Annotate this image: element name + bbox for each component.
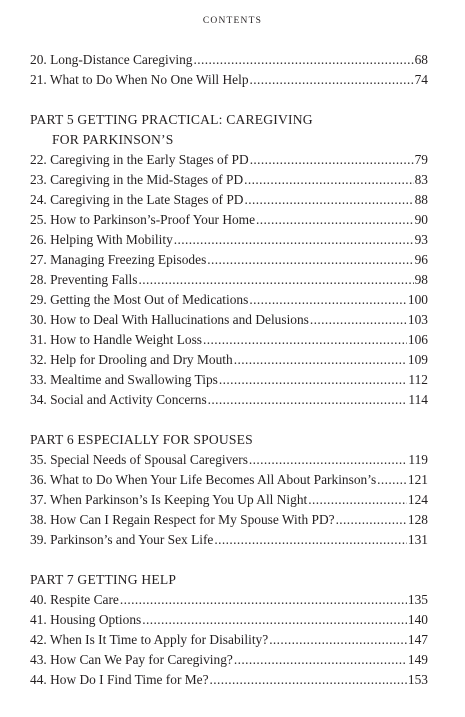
toc-entry[interactable]	[30, 50, 428, 70]
toc-entry[interactable]	[30, 70, 428, 90]
dot-leader	[308, 490, 407, 510]
section-spacer	[30, 90, 428, 110]
toc-entry[interactable]	[30, 530, 428, 550]
toc-entry-title: 40. Respite Care	[30, 592, 119, 607]
toc-entry-page-number: 109	[407, 352, 428, 367]
toc-entry[interactable]	[30, 510, 428, 530]
toc-entry[interactable]	[30, 350, 428, 370]
dot-leader	[210, 670, 407, 690]
toc-entry-page-number: 153	[407, 672, 428, 687]
toc-entry[interactable]	[30, 330, 428, 350]
toc-entry-page-number: 128	[407, 512, 428, 527]
toc-entry[interactable]	[30, 190, 428, 210]
toc-entry-title: 39. Parkinson’s and Your Sex Life	[30, 532, 214, 547]
dot-leader	[377, 470, 407, 490]
toc-entry[interactable]	[30, 230, 428, 250]
toc-entry-title: 43. How Can We Pay for Caregiving?	[30, 652, 233, 667]
part-heading-line: PART 7 GETTING HELP	[30, 572, 177, 587]
part-heading-line: PART 6 ESPECIALLY FOR SPOUSES	[30, 432, 253, 447]
toc-entry-title: 29. Getting the Most Out of Medications	[30, 292, 249, 307]
toc-entry[interactable]	[30, 370, 428, 390]
toc-entry[interactable]	[30, 650, 428, 670]
running-head: CONTENTS	[202, 16, 263, 26]
toc-entry-title: 37. When Parkinson’s Is Keeping You Up All Night	[30, 492, 308, 507]
toc-entry[interactable]	[30, 290, 428, 310]
dot-leader	[249, 290, 407, 310]
toc-entry-page-number: 112	[408, 372, 428, 387]
toc-entry-title: 27. Managing Freezing Episodes	[30, 252, 207, 267]
toc-entry-title: 31. How to Handle Weight Loss	[30, 332, 202, 347]
toc-entry[interactable]	[30, 150, 428, 170]
toc-entry-title: 30. How to Deal With Hallucinations and Delusions	[30, 312, 309, 327]
toc-entry-page-number: 149	[407, 652, 428, 667]
toc-entry[interactable]	[30, 270, 428, 290]
toc-entry-page-number: 103	[407, 312, 428, 327]
toc-entry-page-number: 74	[414, 72, 428, 87]
toc-entry[interactable]	[30, 470, 428, 490]
toc-entry-title: 23. Caregiving in the Mid-Stages of PD	[30, 172, 244, 187]
toc-entry-page-number: 98	[414, 272, 428, 287]
toc-entry-page-number: 90	[414, 212, 428, 227]
toc-entry-title: 35. Special Needs of Spousal Caregivers	[30, 452, 248, 467]
toc-entry[interactable]	[30, 590, 428, 610]
toc-entry[interactable]	[30, 250, 428, 270]
toc-entry-page-number: 88	[414, 192, 428, 207]
toc-entry-page-number: 83	[414, 172, 428, 187]
toc-entry-page-number: 119	[408, 452, 428, 467]
toc-entry-page-number: 140	[407, 612, 428, 627]
toc-entry-title: 38. How Can I Regain Respect for My Spouse With PD?	[30, 512, 335, 527]
section-spacer	[30, 550, 428, 570]
toc-entry-title: 26. Helping With Mobility	[30, 232, 173, 247]
toc-entry-title: 44. How Do I Find Time for Me?	[30, 672, 209, 687]
dot-leader	[269, 630, 407, 650]
toc-entry[interactable]	[30, 170, 428, 190]
dot-leader	[249, 450, 407, 470]
dot-leader	[120, 590, 407, 610]
toc-entry[interactable]	[30, 670, 428, 690]
toc-entry-page-number: 131	[407, 532, 428, 547]
toc-entry-title: 25. How to Parkinson’s-Proof Your Home	[30, 212, 256, 227]
toc-entry[interactable]	[30, 630, 428, 650]
toc-entry-title: 20. Long-Distance Caregiving	[30, 52, 193, 67]
part-heading-line: PART 5 GETTING PRACTICAL: CAREGIVING	[30, 112, 313, 127]
dot-leader	[234, 650, 407, 670]
dot-leader	[234, 350, 407, 370]
dot-leader	[203, 330, 407, 350]
toc-entry-page-number: 135	[407, 592, 428, 607]
toc-entry-page-number: 121	[407, 472, 428, 487]
toc-entry-title: 21. What to Do When No One Will Help	[30, 72, 249, 87]
toc-entry-page-number: 114	[408, 392, 428, 407]
dot-leader	[174, 230, 414, 250]
toc-entry-page-number: 68	[414, 52, 428, 67]
part-heading	[30, 430, 428, 450]
dot-leader	[208, 390, 408, 410]
dot-leader	[214, 530, 407, 550]
toc-entry-page-number: 93	[414, 232, 428, 247]
dot-leader	[244, 170, 413, 190]
toc-entry-title: 32. Help for Drooling and Dry Mouth	[30, 352, 233, 367]
toc-entry-page-number: 79	[414, 152, 428, 167]
toc-entry[interactable]	[30, 390, 428, 410]
dot-leader	[250, 150, 414, 170]
toc-entry-page-number: 147	[407, 632, 428, 647]
toc-entry-title: 36. What to Do When Your Life Becomes All About Parkinson’s	[30, 472, 377, 487]
dot-leader	[256, 210, 414, 230]
toc-entry-page-number: 124	[407, 492, 428, 507]
toc-entry[interactable]	[30, 450, 428, 470]
toc-entry[interactable]	[30, 210, 428, 230]
toc-entry-page-number: 96	[414, 252, 428, 267]
toc-entry-title: 22. Caregiving in the Early Stages of PD	[30, 152, 249, 167]
dot-leader	[207, 250, 413, 270]
dot-leader	[142, 610, 407, 630]
part-heading-line: FOR PARKINSON’S	[52, 132, 174, 147]
dot-leader	[250, 70, 414, 90]
dot-leader	[310, 310, 407, 330]
toc-entry[interactable]	[30, 310, 428, 330]
table-of-contents	[30, 50, 428, 690]
toc-entry-title: 41. Housing Options	[30, 612, 142, 627]
toc-entry[interactable]	[30, 490, 428, 510]
toc-entry-page-number: 100	[407, 292, 428, 307]
toc-entry-title: 42. When Is It Time to Apply for Disability?	[30, 632, 269, 647]
part-heading	[30, 110, 428, 150]
section-spacer	[30, 410, 428, 430]
toc-entry-title: 28. Preventing Falls	[30, 272, 138, 287]
toc-entry-title: 34. Social and Activity Concerns	[30, 392, 207, 407]
toc-entry-title: 33. Mealtime and Swallowing Tips	[30, 372, 218, 387]
toc-entry-page-number: 106	[407, 332, 428, 347]
dot-leader	[139, 270, 414, 290]
toc-entry-title: 24. Caregiving in the Late Stages of PD	[30, 192, 244, 207]
part-heading	[30, 570, 428, 590]
dot-leader	[219, 370, 408, 390]
dot-leader	[336, 510, 407, 530]
dot-leader	[244, 190, 413, 210]
toc-entry[interactable]	[30, 610, 428, 630]
dot-leader	[194, 50, 414, 70]
